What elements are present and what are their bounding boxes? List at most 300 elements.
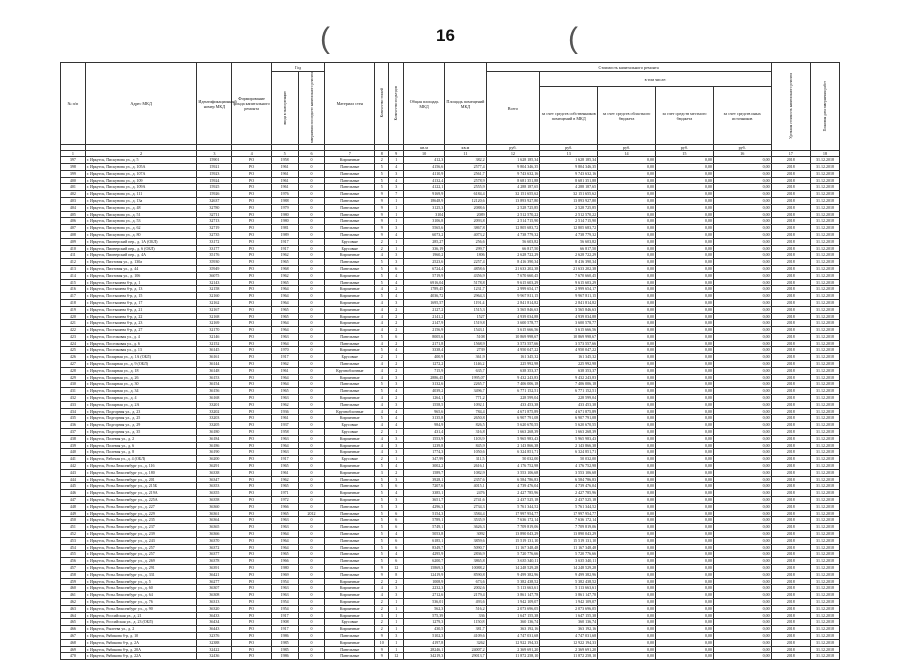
table-cell: г. Иркутск, Постышева б-р, д. 22: [85, 313, 197, 320]
table-cell: 0: [298, 218, 325, 225]
table-cell: Кирпичные: [325, 639, 375, 646]
table-cell: 31.12.2018: [810, 653, 839, 660]
table-cell: 4073,2: [445, 231, 486, 238]
table-cell: 1150,8: [445, 619, 486, 626]
table-cell: 1965: [271, 388, 298, 395]
table-row: [61, 170, 840, 177]
table-cell: г. Иркутск, Подгорная ул., д. 23: [85, 408, 197, 415]
table-cell: 18648,9: [403, 197, 444, 204]
table-cell: 2018: [771, 585, 810, 592]
table-cell: 5102,3: [403, 632, 444, 639]
table-cell: 456: [61, 558, 86, 565]
table-cell: РО: [232, 265, 271, 272]
table-cell: 2018: [771, 517, 810, 524]
table-cell: г. Иркутск, Постышева б-р, д. 17: [85, 299, 197, 306]
table-cell: 0,00: [655, 435, 713, 442]
table-cell: 470: [61, 653, 86, 660]
table-cell: 2018: [771, 381, 810, 388]
table-cell: 0,00: [713, 333, 771, 340]
table-cell: 1966: [271, 558, 298, 565]
table-cell: 4 176 752,98: [540, 463, 598, 470]
table-cell: 36372: [197, 544, 232, 551]
table-cell: 31.12.2018: [810, 605, 839, 612]
table-cell: 0: [298, 259, 325, 266]
table-cell: 452: [61, 531, 86, 538]
table-cell: 0,00: [713, 313, 771, 320]
table-cell: 4: [375, 442, 389, 449]
table-cell: 0,00: [655, 340, 713, 347]
table-cell: 13 890 043,29: [540, 531, 598, 538]
table-cell: 0,00: [598, 354, 656, 361]
table-cell: 31.12.2018: [810, 598, 839, 605]
table-cell: 3: [389, 401, 403, 408]
table-cell: РО: [232, 408, 271, 415]
table-cell: 433 453,38: [486, 401, 540, 408]
table-cell: 6724,4: [403, 265, 444, 272]
table-cell: 0: [298, 564, 325, 571]
table-cell: 0: [298, 163, 325, 170]
table-cell: 4 739 476,04: [486, 483, 540, 490]
table-cell: 4: [389, 347, 403, 354]
table-row: [61, 653, 840, 660]
table-cell: 4: [375, 422, 389, 429]
table-cell: 33201: [197, 401, 232, 408]
table-cell: 5: [375, 170, 389, 177]
table-cell: 35176: [197, 252, 232, 259]
table-cell: 9 615 603,29: [540, 279, 598, 286]
table-cell: 433: [61, 401, 86, 408]
table-cell: 9: [375, 218, 389, 225]
table-cell: 1961: [271, 469, 298, 476]
table-cell: 31.12.2018: [810, 551, 839, 558]
table-cell: Панельные: [325, 571, 375, 578]
table-cell: 36307: [197, 585, 232, 592]
table-cell: 0,00: [598, 170, 656, 177]
table-cell: 562,3: [403, 605, 444, 612]
table-cell: 0,00: [655, 231, 713, 238]
table-cell: 1568,9: [445, 340, 486, 347]
table-row: [61, 395, 840, 402]
table-row: [61, 463, 840, 470]
table-cell: 15926: [197, 191, 232, 198]
table-cell: 434: [61, 408, 86, 415]
table-row: [61, 544, 840, 551]
table-cell: Кирпичные: [325, 449, 375, 456]
table-cell: 4: [375, 340, 389, 347]
column-number: 3: [197, 151, 232, 157]
table-cell: 1961: [271, 163, 298, 170]
table-cell: РО: [232, 231, 271, 238]
table-cell: 7 709 819,06: [540, 524, 598, 531]
table-cell: 0,00: [655, 395, 713, 402]
table-row: [61, 598, 840, 605]
table-cell: 0: [298, 619, 325, 626]
table-cell: 11 872 258,10: [486, 653, 540, 660]
table-cell: 0,00: [655, 558, 713, 565]
table-cell: 468: [61, 639, 86, 646]
table-cell: 32637: [197, 197, 232, 204]
table-cell: Панельные: [325, 197, 375, 204]
table-cell: 410: [61, 245, 86, 252]
table-row: [61, 252, 840, 259]
table-cell: 33202: [197, 408, 232, 415]
table-cell: 2265,7: [445, 381, 486, 388]
table-cell: 0,00: [713, 211, 771, 218]
table-cell: 1962: [271, 361, 298, 368]
table-cell: 32780: [197, 204, 232, 211]
table-cell: 15923: [197, 170, 232, 177]
table-cell: 0: [298, 252, 325, 259]
table-cell: 2 427 785,96: [486, 490, 540, 497]
table-cell: 31.12.2018: [810, 463, 839, 470]
table-cell: 1985: [271, 639, 298, 646]
table-cell: 0: [298, 605, 325, 612]
table-cell: 0,00: [713, 245, 771, 252]
table-cell: 0: [298, 408, 325, 415]
table-cell: 0,00: [598, 184, 656, 191]
table-cell: Панельные: [325, 632, 375, 639]
table-cell: 31.12.2018: [810, 367, 839, 374]
table-cell: 31.12.2018: [810, 558, 839, 565]
table-cell: 0,00: [713, 531, 771, 538]
table-cell: 0,00: [598, 265, 656, 272]
table-cell: 1989: [271, 231, 298, 238]
table-cell: 0,00: [598, 531, 656, 538]
table-cell: 9: [375, 225, 389, 232]
table-cell: 0,00: [655, 401, 713, 408]
table-cell: 0: [298, 197, 325, 204]
table-row: [61, 265, 840, 272]
table-cell: 1962: [271, 252, 298, 259]
table-cell: 2577,4: [445, 163, 486, 170]
table-cell: 36154: [197, 381, 232, 388]
table-cell: 0,00: [713, 157, 771, 164]
table-cell: 1985: [271, 646, 298, 653]
table-cell: 406: [61, 218, 86, 225]
table-cell: 0,00: [713, 469, 771, 476]
table-cell: 2741,6: [445, 497, 486, 504]
table-cell: 3: [389, 503, 403, 510]
table-cell: 2018: [771, 408, 810, 415]
table-cell: 2: [375, 456, 389, 463]
table-cell: 0,00: [655, 592, 713, 599]
table-cell: 3: [389, 184, 403, 191]
table-cell: 0: [298, 177, 325, 184]
table-cell: 1: [389, 626, 403, 633]
table-cell: 2: [375, 245, 389, 252]
col-owners: за счет средств собственников помещений в МКД: [540, 87, 598, 145]
table-cell: 2018: [771, 415, 810, 422]
table-cell: 0,00: [655, 191, 713, 198]
table-cell: 451: [61, 524, 86, 531]
table-cell: 2712,6: [403, 592, 444, 599]
table-cell: 36200: [197, 456, 232, 463]
table-cell: Панельные: [325, 184, 375, 191]
table-cell: 0: [298, 191, 325, 198]
table-cell: 0,00: [713, 517, 771, 524]
table-cell: 2: [375, 626, 389, 633]
table-cell: 7 670 660,45: [486, 272, 540, 279]
table-cell: 0: [298, 320, 325, 327]
table-cell: 6 584 786,83: [540, 476, 598, 483]
table-cell: 0,00: [713, 395, 771, 402]
table-cell: 412: [61, 259, 86, 266]
table-cell: 31.12.2018: [810, 408, 839, 415]
table-cell: 3 861 147,78: [540, 592, 598, 599]
page-header: [0, 22, 901, 62]
table-cell: 0,00: [655, 490, 713, 497]
table-cell: 448: [61, 503, 86, 510]
table-row: [61, 422, 840, 429]
table-cell: 4: [375, 395, 389, 402]
table-cell: 2: [375, 578, 389, 585]
table-cell: 2018: [771, 157, 810, 164]
table-cell: 0,00: [713, 632, 771, 639]
table-cell: 2018: [771, 401, 810, 408]
table-cell: г. Иркутск, Розы Люксембург ул., д. 239: [85, 531, 197, 538]
table-cell: Панельные: [325, 381, 375, 388]
table-cell: 0,00: [598, 632, 656, 639]
table-cell: 0,00: [598, 592, 656, 599]
table-cell: РО: [232, 381, 271, 388]
table-cell: 454: [61, 544, 86, 551]
table-cell: РО: [232, 157, 271, 164]
table-row: [61, 646, 840, 653]
table-cell: 462: [61, 598, 86, 605]
table-cell: РО: [232, 299, 271, 306]
table-cell: 2156,9: [403, 327, 444, 334]
table-cell: 4: [389, 463, 403, 470]
table-cell: 3: [389, 299, 403, 306]
table-cell: 3104: [403, 211, 444, 218]
table-cell: 2018: [771, 265, 810, 272]
table-cell: 4295,9: [403, 551, 444, 558]
table-cell: 0,00: [598, 564, 656, 571]
table-cell: 36358: [197, 497, 232, 504]
table-cell: 1917: [271, 245, 298, 252]
table-cell: г. Иркутск, Полярная ул., д. 30: [85, 381, 197, 388]
table-header: [61, 63, 840, 157]
table-cell: 31.12.2018: [810, 544, 839, 551]
table-cell: 0: [298, 286, 325, 293]
table-cell: 2018: [771, 510, 810, 517]
table-cell: 2: [389, 469, 403, 476]
table-cell: 1958: [271, 157, 298, 164]
table-row: [61, 157, 840, 164]
table-cell: 1279,3: [403, 619, 444, 626]
table-cell: 36377: [197, 551, 232, 558]
table-cell: 0,00: [598, 299, 656, 306]
table-cell: 31.12.2018: [810, 184, 839, 191]
table-cell: 2018: [771, 449, 810, 456]
table-cell: 31.12.2018: [810, 313, 839, 320]
table-cell: 10 869 998,67: [486, 333, 540, 340]
table-cell: 0: [298, 476, 325, 483]
table-cell: 31.12.2018: [810, 564, 839, 571]
table-cell: 21 633 202,38: [486, 265, 540, 272]
table-cell: 15869,3: [403, 564, 444, 571]
table-cell: 4197,8: [403, 639, 444, 646]
unit-rub: руб.: [598, 145, 656, 151]
table-cell: 0,00: [598, 626, 656, 633]
table-cell: Кирпичные: [325, 612, 375, 619]
table-cell: 5 113 663,61: [540, 585, 598, 592]
table-cell: РО: [232, 327, 271, 334]
table-cell: 4: [389, 279, 403, 286]
table-cell: 430,5: [403, 626, 444, 633]
table-cell: г. Иркутск, Розы Люксембург ул., д. 269: [85, 558, 197, 565]
table-cell: 3106,8: [403, 218, 444, 225]
table-cell: 1092,1: [445, 401, 486, 408]
table-cell: 0: [298, 279, 325, 286]
table-cell: 1966: [271, 503, 298, 510]
table-cell: 0: [298, 490, 325, 497]
table-cell: 31.12.2018: [810, 429, 839, 436]
table-cell: 437: [61, 429, 86, 436]
table-cell: Панельные: [325, 537, 375, 544]
table-cell: 428: [61, 367, 86, 374]
table-cell: 414: [61, 272, 86, 279]
table-cell: 4: [375, 320, 389, 327]
table-cell: 0,00: [713, 191, 771, 198]
table-cell: Панельные: [325, 544, 375, 551]
table-cell: 1961: [271, 184, 298, 191]
table-cell: 575,39: [403, 612, 444, 619]
table-cell: 31.12.2018: [810, 524, 839, 531]
table-cell: 31.12.2018: [810, 259, 839, 266]
table-cell: 36148: [197, 367, 232, 374]
table-cell: 0,00: [713, 347, 771, 354]
table-cell: РО: [232, 272, 271, 279]
table-cell: 3002,2: [403, 463, 444, 470]
table-row: [61, 497, 840, 504]
table-cell: 0,00: [655, 531, 713, 538]
table-cell: 36291: [197, 463, 232, 470]
table-cell: г. Иркутск, Полярная ул., д. 18: [85, 367, 197, 374]
table-cell: 4: [375, 435, 389, 442]
table-cell: г. Иркутск, Пионерский пер., д. 6 (ОБЛ): [85, 245, 197, 252]
table-cell: 9 499 382,96: [540, 571, 598, 578]
table-cell: 1961: [271, 415, 298, 422]
table-cell: 459: [61, 578, 86, 585]
table-cell: 5: [375, 483, 389, 490]
table-cell: 418: [61, 299, 86, 306]
table-cell: 36145: [197, 347, 232, 354]
table-cell: 0,00: [655, 585, 713, 592]
table-cell: 1963: [271, 435, 298, 442]
table-cell: 426: [61, 354, 86, 361]
table-cell: 32 151 655,62: [540, 191, 598, 198]
column-number: 2: [85, 151, 197, 157]
table-cell: 1239,8: [403, 442, 444, 449]
table-cell: 2018: [771, 293, 810, 300]
table-cell: 2018: [771, 442, 810, 449]
table-cell: РО: [232, 592, 271, 599]
table-cell: 5565,6: [403, 225, 444, 232]
table-cell: 3: [389, 585, 403, 592]
table-cell: 0,00: [713, 293, 771, 300]
table-cell: Панельные: [325, 564, 375, 571]
table-cell: 29013,7: [445, 653, 486, 660]
table-cell: 2018: [771, 204, 810, 211]
table-cell: 225 992,98: [486, 361, 540, 368]
table-cell: РО: [232, 259, 271, 266]
table-cell: 13 893 927,80: [486, 197, 540, 204]
left-bracket: (: [320, 22, 330, 55]
table-cell: Панельные: [325, 265, 375, 272]
table-cell: 5: [375, 388, 389, 395]
table-cell: 4156,6: [403, 163, 444, 170]
table-cell: 0,00: [655, 197, 713, 204]
table-cell: 2018: [771, 463, 810, 470]
table-cell: Панельные: [325, 163, 375, 170]
table-cell: 0,00: [598, 361, 656, 368]
table-cell: 0,00: [713, 490, 771, 497]
table-cell: 3 615 666,56: [540, 327, 598, 334]
table-cell: 31.12.2018: [810, 177, 839, 184]
table-cell: 1008,9: [403, 578, 444, 585]
table-cell: 0,00: [598, 374, 656, 381]
table-cell: 1964: [271, 442, 298, 449]
table-cell: 449: [61, 510, 86, 517]
table-cell: 420: [61, 313, 86, 320]
table-cell: 1543,1: [445, 327, 486, 334]
table-cell: 4 950 047,22: [540, 347, 598, 354]
table-cell: 360 136,74: [486, 619, 540, 626]
table-cell: 493,6: [445, 598, 486, 605]
table-cell: 31.12.2018: [810, 388, 839, 395]
table-cell: 447: [61, 497, 86, 504]
table-cell: 2018: [771, 544, 810, 551]
table-cell: Панельные: [325, 340, 375, 347]
table-cell: 5: [375, 347, 389, 354]
table-cell: 2018: [771, 558, 810, 565]
table-cell: 0,00: [713, 184, 771, 191]
table-cell: 6 584 786,83: [486, 476, 540, 483]
table-cell: г. Иркутск, Розы Люксембург ул., д. 257: [85, 551, 197, 558]
table-cell: 4: [375, 286, 389, 293]
table-cell: 0: [298, 456, 325, 463]
table-cell: 1: [389, 211, 403, 218]
table-cell: 0,00: [713, 429, 771, 436]
table-cell: 430: [61, 381, 86, 388]
table-cell: 5: [375, 463, 389, 470]
table-cell: РО: [232, 632, 271, 639]
table-cell: 0,00: [655, 619, 713, 626]
table-cell: 36153: [197, 374, 232, 381]
table-cell: 31.12.2018: [810, 347, 839, 354]
table-cell: 1: [389, 429, 403, 436]
table-cell: РО: [232, 204, 271, 211]
table-cell: 32376: [197, 632, 232, 639]
table-cell: 2018: [771, 476, 810, 483]
table-cell: 1965: [271, 313, 298, 320]
col-year: Год: [271, 63, 325, 72]
table-cell: 0,00: [713, 218, 771, 225]
table-cell: 0,00: [598, 490, 656, 497]
table-cell: 2018: [771, 245, 810, 252]
table-cell: Панельные: [325, 483, 375, 490]
table-cell: 4: [375, 327, 389, 334]
col-area: Общая площадь МКД: [403, 63, 444, 145]
table-cell: 31.12.2018: [810, 333, 839, 340]
table-cell: 0,00: [713, 653, 771, 660]
table-cell: 3 615 666,56: [486, 327, 540, 334]
table-cell: 32735: [197, 231, 232, 238]
table-cell: 35930: [197, 259, 232, 266]
column-number: 12: [486, 151, 540, 157]
table-cell: 285,27: [403, 238, 444, 245]
